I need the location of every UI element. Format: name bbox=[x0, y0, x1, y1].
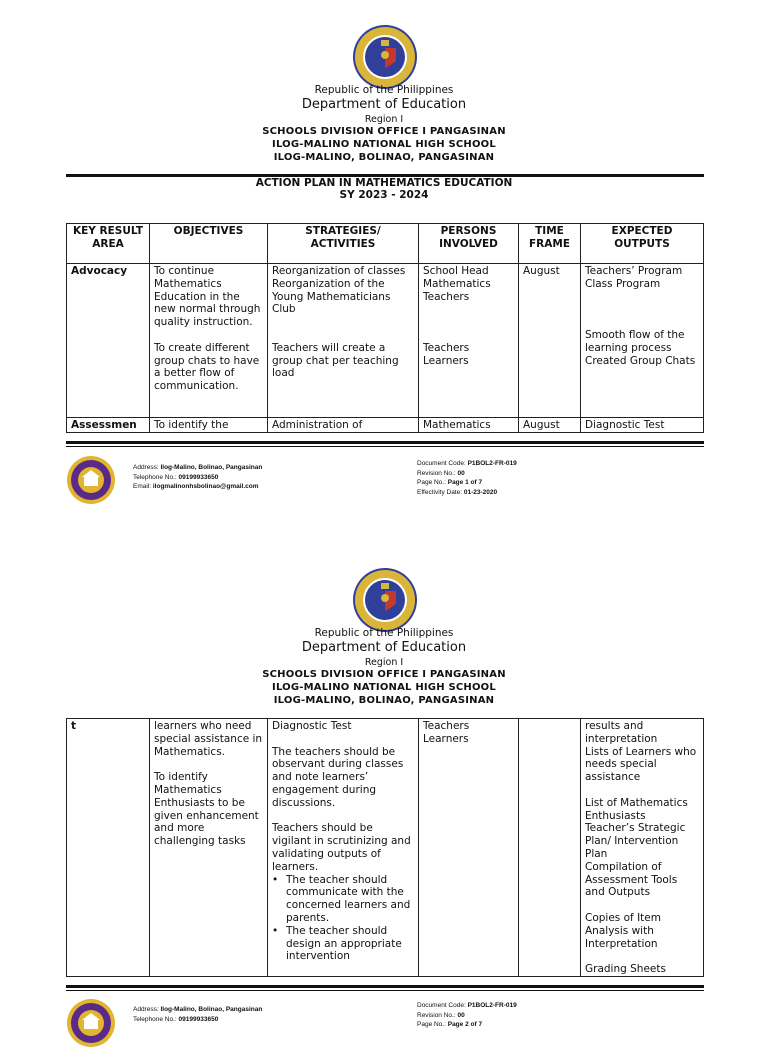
table-row bbox=[67, 418, 704, 433]
strategy-text: Reorganization of classes bbox=[272, 265, 406, 277]
output-text: results and interpretation bbox=[585, 720, 658, 745]
school-logo-icon bbox=[66, 455, 116, 505]
output-text: Copies of Item Analysis with Interpretation bbox=[585, 911, 661, 950]
strategy-text: Reorganization of the Young Mathematicians Club bbox=[272, 277, 391, 316]
school-logo-icon bbox=[66, 998, 116, 1048]
doc-code-line: Document Code: P1BOL2-FR-019 bbox=[417, 460, 517, 467]
person-text: Teachers bbox=[423, 341, 470, 354]
persons-cell bbox=[419, 719, 519, 977]
output-text: Class Program bbox=[585, 277, 661, 290]
republic-label: Republic of the Philippines bbox=[314, 627, 454, 639]
kra-cell: t bbox=[67, 719, 150, 977]
strategy-text: Diagnostic Test bbox=[272, 720, 352, 732]
document-title: ACTION PLAN IN MATHEMATICS EDUCATION bbox=[255, 177, 513, 189]
deped-seal-icon bbox=[352, 24, 418, 90]
action-plan-table bbox=[66, 223, 704, 433]
footer-document-info bbox=[417, 1001, 517, 1030]
strategies-cell bbox=[268, 719, 419, 977]
division-label: SCHOOLS DIVISION OFFICE I PANGASINAN bbox=[262, 126, 506, 137]
strategy-bullet: • The teacher should design an appropriate intervention bbox=[272, 925, 414, 963]
footer-telephone-line: Telephone No.: 09199933650 bbox=[133, 1015, 219, 1023]
footer-rule bbox=[66, 985, 704, 988]
page-2 bbox=[0, 543, 768, 1028]
strategies-cell: Administration of bbox=[268, 418, 419, 433]
time-frame-cell: August bbox=[519, 418, 581, 433]
footer-telephone-line: Telephone No.: 09199933650 bbox=[133, 473, 219, 481]
output-text: Teacher’s Strategic Plan/ Intervention Plan bbox=[585, 822, 686, 860]
time-frame-cell: August bbox=[519, 264, 581, 418]
outputs-cell bbox=[581, 719, 704, 977]
strategy-text: Teachers should be vigilant in scrutinizing and validating outputs of learners. bbox=[272, 822, 411, 873]
outputs-cell: Diagnostic Test bbox=[581, 418, 704, 433]
objective-text: To continue Mathematics Education in the new normal through quality instruction. bbox=[154, 265, 261, 329]
footer-address-line: Address: Ilog-Malino, Bolinao, Pangasinan bbox=[133, 464, 263, 471]
school-address: ILOG-MALINO, BOLINAO, PANGASINAN bbox=[273, 152, 495, 163]
republic-label: Republic of the Philippines bbox=[314, 84, 454, 96]
output-text: List of Mathematics Enthusiasts bbox=[585, 796, 688, 822]
footer-email-line: Email: ilogmalinonhsbolinao@gmail.com bbox=[133, 483, 259, 490]
header-persons: PERSONS INVOLVED bbox=[419, 224, 519, 264]
header-strategies: STRATEGIES/ ACTIVITIES bbox=[268, 224, 419, 264]
strategy-bullet-list bbox=[272, 874, 414, 964]
persons-cell bbox=[419, 264, 519, 418]
kra-cell: Assessmen bbox=[67, 418, 150, 433]
person-text: Teachers bbox=[423, 720, 470, 732]
objectives-cell bbox=[150, 264, 268, 418]
strategies-cell bbox=[268, 264, 419, 418]
output-text: Lists of Learners who needs special assistance bbox=[585, 745, 697, 784]
doc-code-line: Document Code: P1BOL2-FR-019 bbox=[417, 1002, 517, 1009]
strategy-text: The teachers should be observant during classes and note learners’ engagement during discussions. bbox=[272, 745, 404, 809]
region-label: Region I bbox=[364, 657, 404, 668]
kra-cell: Advocacy bbox=[67, 264, 150, 418]
objective-text: To identify Mathematics Enthusiasts to be given enhancement and more challenging tasks bbox=[154, 771, 259, 848]
person-text: School Head bbox=[423, 265, 489, 277]
page-number-line: Page No.: Page 2 of 7 bbox=[417, 1021, 483, 1028]
effectivity-line: Effectivity Date: 01-23-2020 bbox=[417, 488, 498, 496]
department-label: Department of Education bbox=[301, 97, 467, 112]
table-row bbox=[67, 719, 704, 977]
output-text: Teachers’ Program bbox=[585, 265, 683, 277]
footer-contact bbox=[133, 463, 262, 492]
school-name: ILOG-MALINO NATIONAL HIGH SCHOOL bbox=[272, 682, 496, 693]
objective-text: learners who need special assistance in Mathematics. bbox=[154, 720, 263, 758]
objectives-cell: To identify the bbox=[150, 418, 268, 433]
header-kra: KEY RESULT AREA bbox=[67, 224, 150, 264]
region-label: Region I bbox=[364, 114, 404, 125]
strategy-text: Teachers will create a group chat per teaching load bbox=[272, 341, 399, 380]
objective-text: To create different group chats to have a better flow of communication. bbox=[154, 341, 260, 393]
output-text: Grading Sheets bbox=[585, 963, 666, 976]
action-plan-table-continued bbox=[66, 718, 704, 977]
strategy-bullet: • The teacher should communicate with the concerned learners and parents. bbox=[272, 874, 414, 925]
school-name: ILOG-MALINO NATIONAL HIGH SCHOOL bbox=[272, 139, 496, 150]
page-number-line: Page No.: Page 1 of 7 bbox=[417, 479, 483, 486]
footer-contact bbox=[133, 1005, 262, 1024]
person-text: Learners bbox=[423, 354, 469, 367]
school-year: SY 2023 - 2024 bbox=[339, 189, 429, 201]
output-text: Smooth flow of the learning process bbox=[585, 328, 685, 354]
footer-address-line: Address: Ilog-Malino, Bolinao, Pangasinan bbox=[133, 1006, 263, 1013]
footer-rule-thin bbox=[66, 446, 704, 447]
outputs-cell bbox=[581, 264, 704, 418]
header-objectives: OBJECTIVES bbox=[150, 224, 268, 264]
table-row bbox=[67, 264, 704, 418]
footer-rule bbox=[66, 441, 704, 444]
objectives-cell bbox=[150, 719, 268, 977]
footer-rule-thin bbox=[66, 990, 704, 991]
footer-document-info bbox=[417, 459, 517, 497]
division-label: SCHOOLS DIVISION OFFICE I PANGASINAN bbox=[262, 669, 506, 680]
school-address: ILOG-MALINO, BOLINAO, PANGASINAN bbox=[273, 695, 495, 706]
table-header-row bbox=[67, 224, 704, 264]
header-outputs: EXPECTED OUTPUTS bbox=[581, 224, 704, 264]
department-label: Department of Education bbox=[301, 640, 467, 655]
output-text: Compilation of Assessment Tools and Outputs bbox=[585, 860, 678, 899]
revision-line: Revision No.: 00 bbox=[417, 1011, 465, 1019]
person-text: Learners bbox=[423, 732, 469, 745]
deped-seal-icon bbox=[352, 567, 418, 633]
time-frame-cell bbox=[519, 719, 581, 977]
output-text: Created Group Chats bbox=[585, 354, 696, 367]
person-text: Mathematics Teachers bbox=[423, 277, 491, 303]
header-time-frame: TIME FRAME bbox=[519, 224, 581, 264]
persons-cell: Mathematics bbox=[419, 418, 519, 433]
revision-line: Revision No.: 00 bbox=[417, 469, 465, 477]
